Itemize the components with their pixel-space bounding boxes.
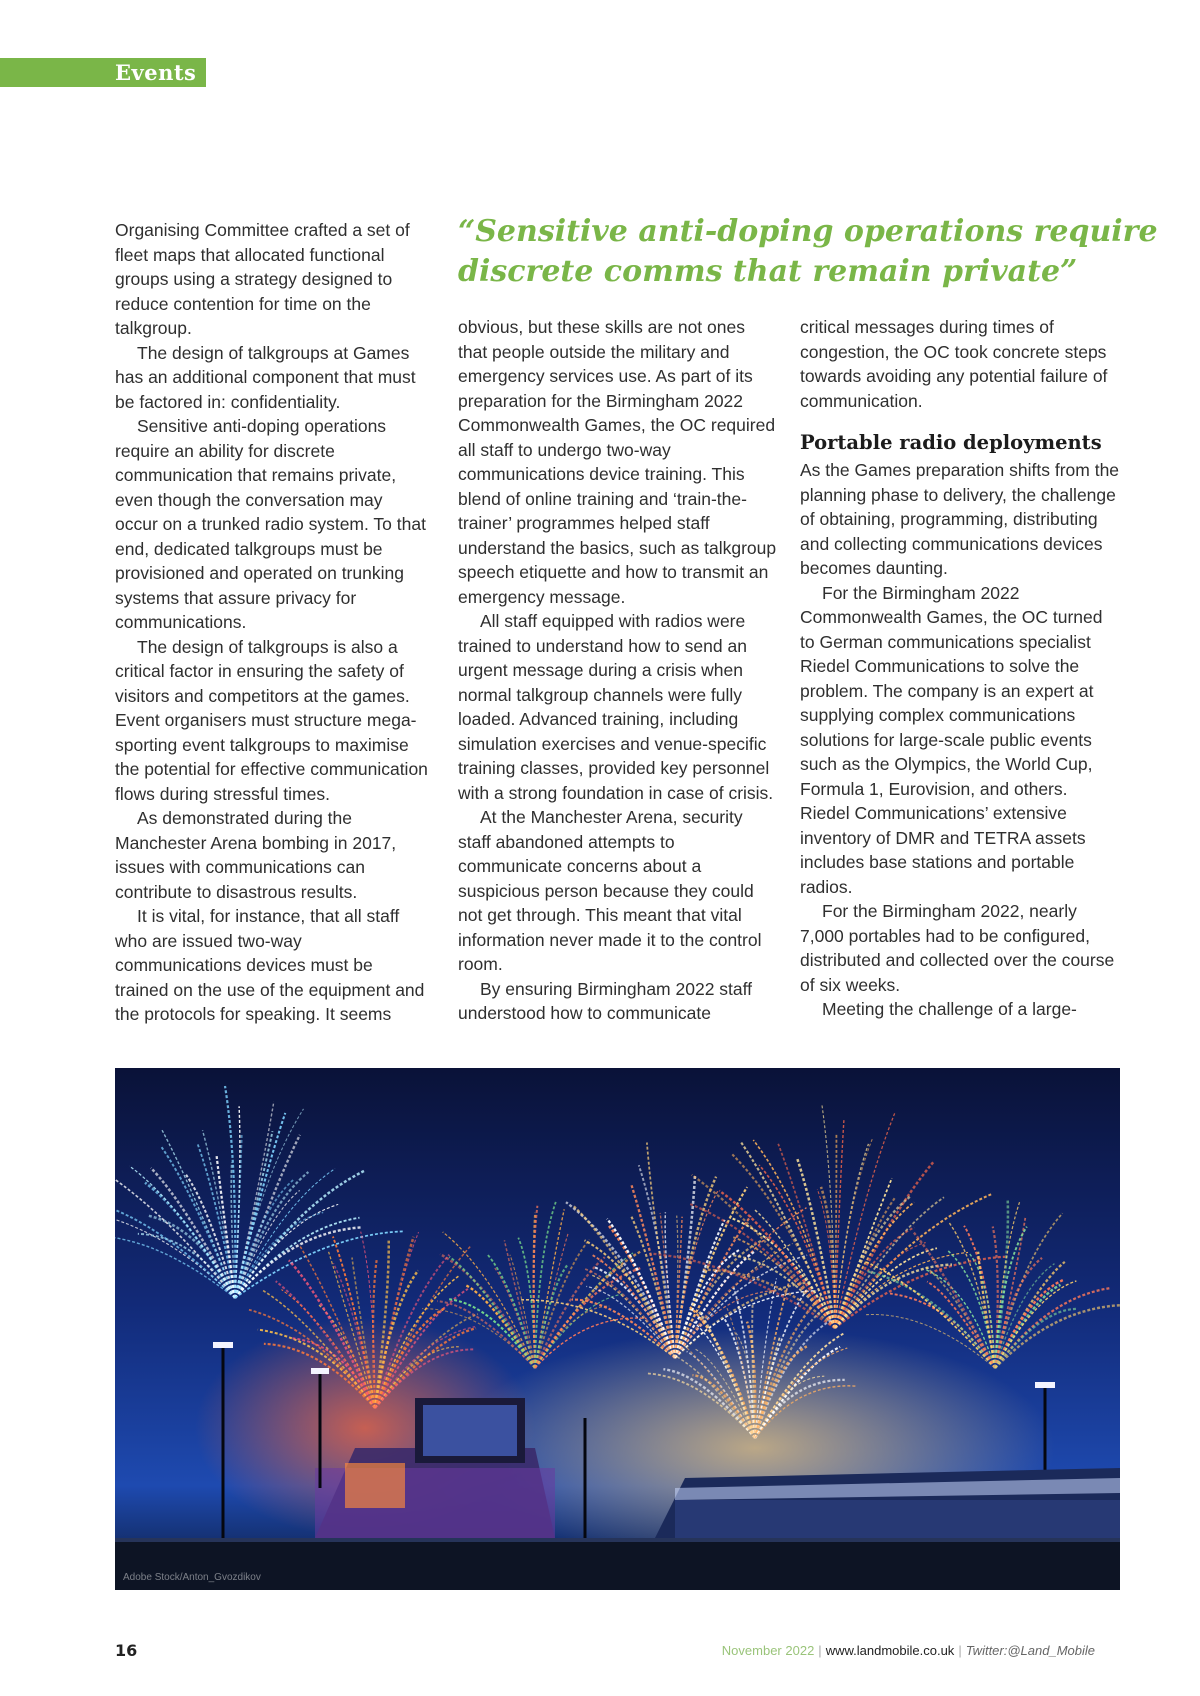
column2-paragraph-3: At the Manchester Arena, security staff abandoned attempts to communicate concerns about a suspicious person because they could not get through. This meant that vital information never made it to the control room. — [458, 807, 762, 974]
article-column-1 — [115, 218, 430, 1027]
column1-paragraph-3: Sensitive anti-doping operations require an ability for discrete communication that remains private, even though the conversation may occur on a trunked radio system. To that end, dedicated talkgroups must be provisioned and operated on trunking systems that assure privacy for communications. — [115, 416, 426, 632]
column1-paragraph-4: The design of talkgroups is also a critical factor in ensuring the safety of visitors and competitors at the games. Event organisers must structure mega-sporting event talkgroups to maximise the potential for effective communication flows during stressful times. — [115, 636, 428, 804]
footer-info: November 2022 | www.landmobile.co.uk | Twitter:@Land_Mobile — [721, 1643, 1095, 1658]
subheading: Portable radio deployments — [800, 431, 1102, 454]
fireworks-stadium-photo — [115, 1068, 1120, 1590]
footer-date: November 2022 — [721, 1643, 815, 1658]
column3-intro: critical messages during times of congestion, the OC took concrete steps towards avoiding any potential failure of communication. — [800, 317, 1108, 411]
pull-quote: “Sensitive anti-doping operations require discrete comms that remain private” — [458, 214, 1158, 289]
footer-url[interactable]: www.landmobile.co.uk — [825, 1643, 955, 1658]
column1-paragraph-2: The design of talkgroups at Games has an additional component that must be factored in: confidentiality. — [115, 342, 416, 412]
column3-paragraph-1: As the Games preparation shifts from the planning phase to delivery, the challenge of obtaining, programming, distributing and collecting communications devices becomes daunting. — [800, 460, 1120, 578]
column3-paragraph-3: For the Birmingham 2022, nearly 7,000 portables had to be configured, distributed and collected over the course of six weeks. — [800, 901, 1115, 995]
column2-paragraph-1: obvious, but these skills are not ones that people outside the military and emergency services use. As part of its preparation for the Birmingham 2022 Commonwealth Games, the OC required all staff to undergo two-way communications device training. This blend of online training and ‘train-the-trainer’ programmes helped staff understand the basics, such as talkgroup speech etiquette and how to transmit an emergency message. — [458, 317, 777, 607]
fireworks-illustration — [115, 1068, 1120, 1590]
footer-twitter[interactable]: Twitter:@Land_Mobile — [965, 1643, 1095, 1658]
column1-paragraph-5: As demonstrated during the Manchester Arena bombing in 2017, issues with communications can contribute to disastrous results. — [115, 808, 397, 902]
section-tag: Events — [0, 58, 206, 87]
article-column-3 — [800, 315, 1120, 1022]
photo-credit: Adobe Stock/Anton_Gvozdikov — [123, 1572, 261, 1583]
column2-paragraph-2: All staff equipped with radios were trained to understand how to send an urgent message during a crisis when normal talkgroup channels were fully loaded. Advanced training, including simulation exercises and venue-specific training classes, provided key personnel with a strong foundation in case of crisis. — [458, 611, 774, 803]
article-column-2 — [458, 315, 778, 1026]
column1-paragraph-6: It is vital, for instance, that all staff who are issued two-way communications devices must be trained on the use of the equipment and the protocols for speaking. It seems — [115, 906, 425, 1024]
column3-paragraph-4: Meeting the challenge of a large- — [822, 999, 1077, 1019]
column1-paragraph-1: Organising Committee crafted a set of fleet maps that allocated functional groups using a strategy designed to reduce contention for time on the talkgroup. — [115, 220, 410, 338]
page-number: 16 — [115, 1641, 138, 1660]
column3-paragraph-2: For the Birmingham 2022 Commonwealth Games, the OC turned to German communications specialist Riedel Communications to solve the problem. The company is an expert at supplying complex communications solutions for large-scale public events such as the Olympics, the World Cup, Formula 1, Eurovision, and others. Riedel Communications’ extensive inventory of DMR and TETRA assets includes base stations and portable radios. — [800, 582, 1103, 897]
column2-paragraph-4: By ensuring Birmingham 2022 staff understood how to communicate — [458, 978, 753, 1023]
